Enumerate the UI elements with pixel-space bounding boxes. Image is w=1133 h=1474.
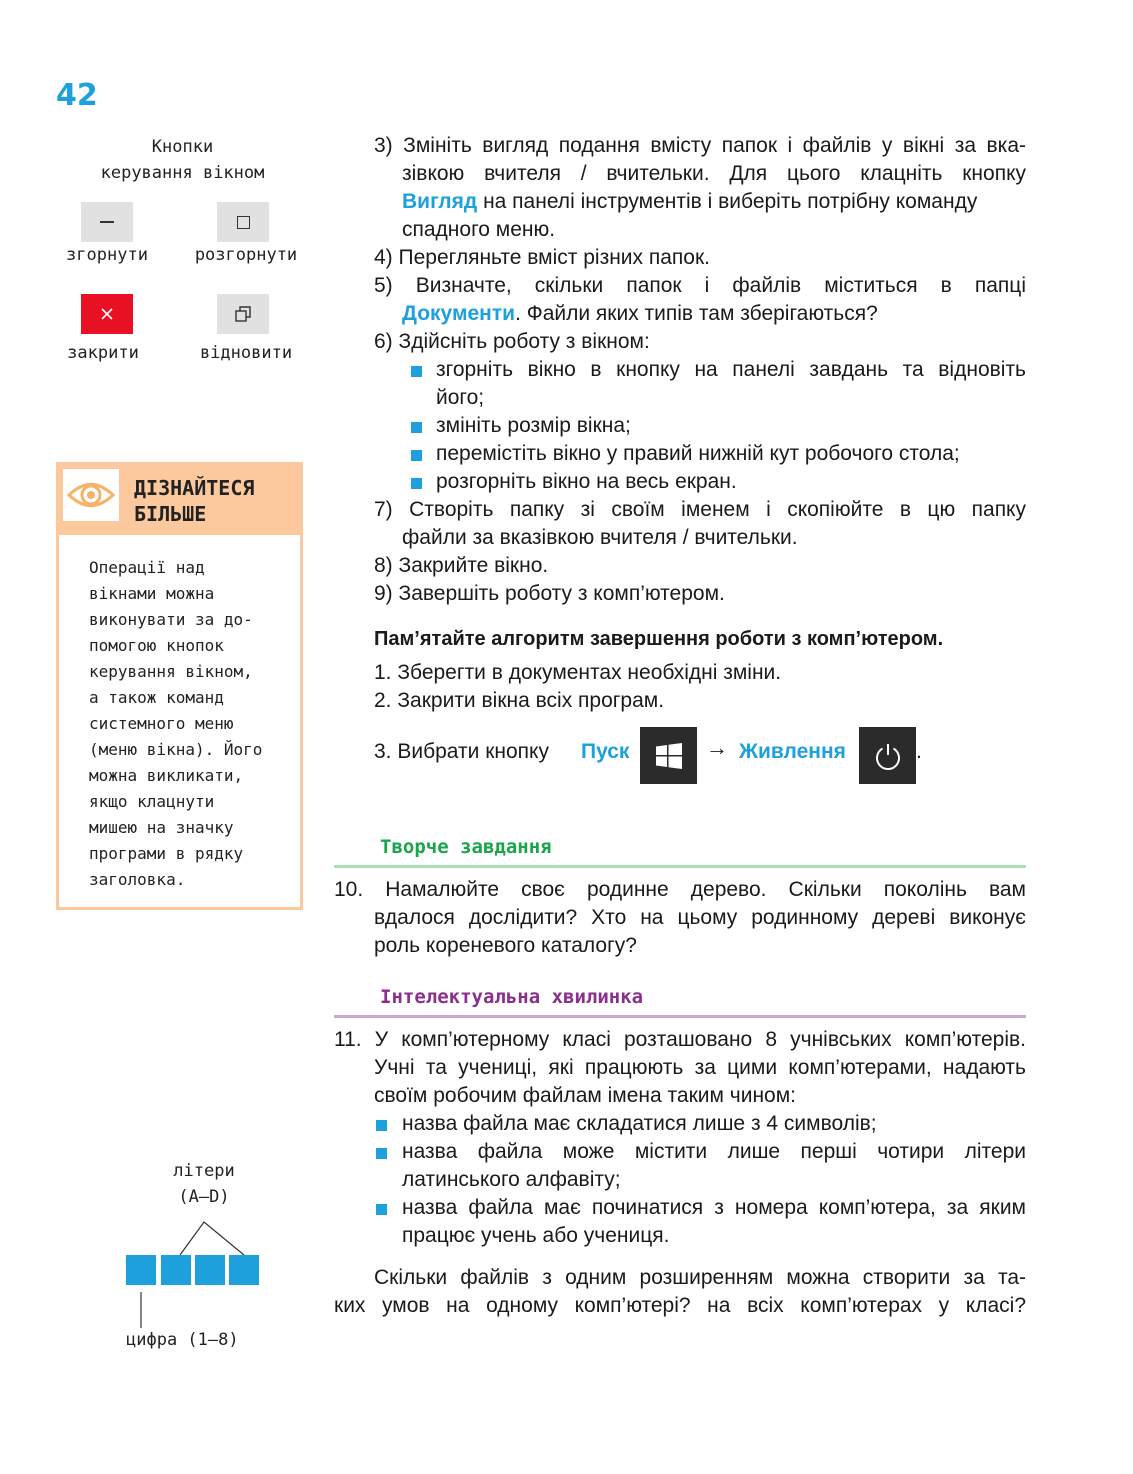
task-4: 4) Перегляньте вміст різних папок.	[374, 246, 710, 269]
task-6-bullet-3: перемістіть вікно у правий нижній кут робочого стола;	[436, 442, 960, 465]
restore-label: відновити	[199, 343, 293, 363]
question-line-1: Скільки файлів з одним розширенням можна створити за та-	[374, 1266, 1026, 1289]
window-controls-caption	[60, 134, 305, 186]
task-11-bullet-1: назва файла має складатися лише з 4 символів;	[402, 1112, 877, 1135]
task-3-line-3-text: на панелі інструментів і виберіть потрібну команду	[477, 190, 978, 213]
task-7-line-1: 7) Створіть папку зі своїм іменем і скопіюйте в цю папку	[374, 498, 1026, 521]
close-button[interactable]	[81, 294, 133, 334]
close-label: закрити	[67, 343, 139, 363]
page-number: 42	[56, 78, 98, 113]
task-10-line-1: 10. Намалюйте своє родинне дерево. Скільки поколінь вам	[334, 878, 1026, 901]
task-6-bullet-1-line-1: згорніть вікно в кнопку на панелі завдань та відновіть	[436, 358, 1026, 381]
learn-more-line: системного меню	[89, 714, 234, 733]
windows-logo-icon	[656, 743, 682, 769]
learn-more-line: можна викликати,	[89, 766, 244, 785]
task-11-line-2: Учні та учениці, які працюють за цими комп’ютерами, надають	[374, 1056, 1026, 1079]
task-11-line-3: своїм робочим файлам імена таким чином:	[374, 1084, 797, 1107]
bullet-icon	[376, 1204, 387, 1215]
learn-more-title	[134, 475, 254, 527]
bullet-icon	[376, 1120, 387, 1131]
task-11-bullet-2-line-1: назва файла може містити лише перші чотири літери	[402, 1140, 1026, 1163]
task-6-bullet-2: змініть розмір вікна;	[436, 414, 631, 437]
bullet-icon	[411, 478, 422, 489]
maximize-button[interactable]	[217, 202, 269, 242]
filename-digit-cell	[126, 1255, 156, 1285]
eye-icon	[66, 478, 116, 512]
creative-divider	[334, 865, 1026, 868]
task-3-line-4: спадного меню.	[402, 218, 556, 241]
filename-letter-cell	[229, 1255, 259, 1285]
bullet-icon	[411, 366, 422, 377]
start-button[interactable]	[640, 727, 697, 784]
power-icon	[873, 741, 903, 771]
eye-icon-frame	[63, 469, 119, 521]
minimize-icon	[100, 221, 114, 223]
task-10-line-2: вдалося дослідити? Хто на цьому родинному дереві виконує	[374, 906, 1026, 929]
algorithm-step-2: 2. Закрити вікна всіх програм.	[374, 689, 665, 712]
close-icon	[100, 307, 114, 321]
algorithm-step-3-text: 3. Вибрати кнопку	[374, 740, 549, 763]
keyword-view: Вигляд	[402, 190, 478, 213]
filename-letter-cell	[161, 1255, 191, 1285]
digit-label: цифра (1–8)	[126, 1330, 239, 1350]
task-5-line-2	[402, 300, 878, 328]
task-7-line-2: файли за вказівкою вчителя / вчительки.	[402, 526, 798, 549]
letters-label	[140, 1158, 268, 1210]
task-5-line-2-text: . Файли яких типів там зберігаються?	[515, 302, 878, 325]
learn-more-line: керування вікном,	[89, 662, 253, 681]
learn-more-header	[59, 465, 300, 535]
learn-more-line: вікнами можна	[89, 584, 215, 603]
task-3-line-3	[402, 188, 977, 216]
keyword-documents: Документи	[402, 302, 516, 325]
bullet-icon	[411, 450, 422, 461]
algorithm-step-1: 1. Зберегти в документах необхідні зміни.	[374, 661, 782, 684]
learn-more-line: мишею на значку	[89, 818, 234, 837]
learn-more-box	[56, 462, 303, 910]
task-11-line-1: 11. У комп’ютерному класі розташовано 8 учнівських комп’ютерів.	[334, 1028, 1026, 1051]
caption-line-1: Кнопки	[151, 137, 214, 157]
learn-more-line: заголовка.	[89, 870, 186, 889]
arrow: →	[706, 735, 728, 760]
question-line-2: ких умов на одному комп’ютері? на всіх комп’ютерах у класі?	[334, 1294, 1026, 1317]
brain-teaser-heading: Інтелектуальна хвилинка	[380, 986, 644, 1008]
minimize-label: згорнути	[66, 245, 148, 265]
restore-icon	[234, 305, 252, 323]
learn-more-title-line-2: БІЛЬШЕ	[134, 502, 207, 526]
task-11-bullet-3-line-2: працює учень або учениця.	[402, 1224, 670, 1247]
bullet-icon	[376, 1148, 387, 1159]
brain-teaser-divider	[334, 1015, 1026, 1018]
restore-button[interactable]	[217, 294, 269, 334]
task-3-line-1: 3) Змініть вигляд подання вмісту папок і файлів у вікні за вка-	[374, 134, 1026, 157]
task-6-bullet-1-line-2: його;	[436, 386, 485, 409]
task-5-line-1: 5) Визначте, скільки папок і файлів міститься в папці	[374, 274, 1026, 297]
letters-label-line-1: літери	[173, 1161, 235, 1181]
learn-more-line: (меню вікна). Його	[89, 740, 263, 759]
task-6-bullet-4: розгорніть вікно на весь екран.	[436, 470, 737, 493]
maximize-icon	[237, 216, 250, 229]
learn-more-text	[89, 555, 289, 893]
start-keyword: Пуск	[581, 740, 630, 763]
minimize-button[interactable]	[81, 202, 133, 242]
learn-more-title-line-1: ДІЗНАЙТЕСЯ	[134, 476, 255, 500]
bullet-icon	[411, 422, 422, 433]
letters-label-line-2: (A–D)	[178, 1187, 230, 1207]
learn-more-line: виконувати за до-	[89, 610, 253, 629]
maximize-label: розгорнути	[194, 245, 298, 265]
task-10-line-3: роль кореневого каталогу?	[374, 934, 637, 957]
task-11-bullet-3-line-1: назва файла має починатися з номера комп’ютера, за яким	[402, 1196, 1026, 1219]
learn-more-line: програми в рядку	[89, 844, 244, 863]
learn-more-line: помогою кнопок	[89, 636, 224, 655]
task-11-bullet-2-line-2: латинського алфавіту;	[402, 1168, 621, 1191]
algorithm-end-dot: .	[916, 740, 922, 763]
learn-more-line: Операції над	[89, 558, 205, 577]
filename-letter-cell	[195, 1255, 225, 1285]
algorithm-heading: Пам’ятайте алгоритм завершення роботи з комп’ютером.	[374, 628, 944, 650]
task-8: 8) Закрийте вікно.	[374, 554, 549, 577]
creative-task-heading: Творче завдання	[380, 836, 552, 858]
power-button[interactable]	[859, 727, 916, 784]
task-9: 9) Завершіть роботу з комп’ютером.	[374, 582, 725, 605]
learn-more-line: а також команд	[89, 688, 224, 707]
power-keyword: Живлення	[739, 740, 846, 763]
task-3-line-2: зівкою вчителя / вчительки. Для цього клацніть кнопку	[402, 162, 1026, 185]
caption-line-2: керування вікном	[100, 163, 265, 183]
task-6: 6) Здійсніть роботу з вікном:	[374, 330, 650, 353]
learn-more-line: якщо клацнути	[89, 792, 215, 811]
